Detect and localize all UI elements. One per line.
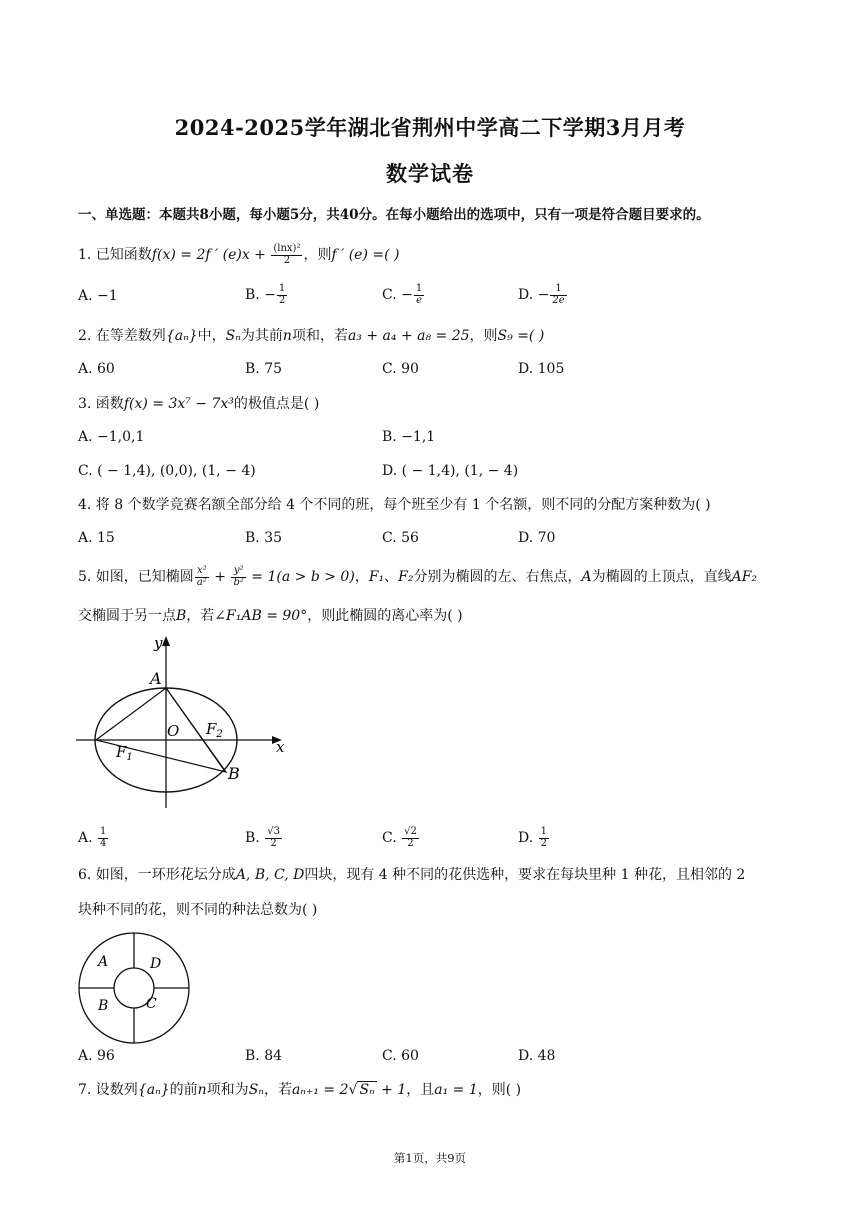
q2-option-a: A. 60 <box>78 361 115 377</box>
q1-option-c: C. − $\frac{1}{e}$ <box>382 283 423 306</box>
q3-option-b: B. −1,1 <box>382 429 436 445</box>
q5-option-d: D. $\frac{1}{2}$ <box>518 826 548 849</box>
fig-label-f2: $F_2$ <box>206 720 223 740</box>
q6-option-d: D. 48 <box>518 1048 556 1064</box>
q4-option-a: A. 15 <box>78 530 115 546</box>
question-4: 4. 将 8 个数学竞赛名额全部分给 4 个不同的班，每个班至少有 1 个名额，则不同的分配方案种数为( ) <box>78 497 711 513</box>
q3-option-a: A. −1,0,1 <box>78 429 145 445</box>
exam-subtitle: 数学试卷 <box>386 161 474 186</box>
page-footer: 第1页，共9页 <box>393 1151 467 1165</box>
ring-label-d: D <box>150 956 162 972</box>
q3-option-d: D. ( − 1,4), (1, − 4) <box>382 463 519 479</box>
question-5: 5. 如图，已知椭圆 $\frac{\text{x²}}{\text{a²}}$ + $\frac{\text{y²}}{\text{b²}}$ = 1(a > b > 0)，F₁、F₂分别为椭圆的左、右焦点，A为椭圆的上顶点，直线AF₂ <box>78 565 758 588</box>
fig-label-f1: $F_1$ <box>116 743 133 763</box>
ring-label-b: B <box>98 998 109 1014</box>
question-1-pre: 已知函数 <box>95 247 152 263</box>
fig-label-x: x <box>276 738 285 756</box>
q2-option-c: C. 90 <box>382 361 419 377</box>
question-6: 6. 如图，一环形花坛分成A, B, C, D四块，现有 4 种不同的花供选种，要求在每块里种 1 种花，且相邻的 2 <box>78 867 746 883</box>
question-7: 7. 设数列{aₙ}的前n项和为Sₙ，若aₙ₊₁ = 2√ Sₙ + 1，且a₁ = 1，则( ) <box>78 1082 522 1098</box>
question-1-fraction: $\frac{\text{(lnx)²}}{2}$ <box>273 243 301 266</box>
question-1-function: f(x) = 2f ′ (e)x + <box>151 247 271 263</box>
question-5-line-2: 交椭圆于另一点B，若∠F₁AB = 90°，则此椭圆的离心率为( ) <box>78 608 463 624</box>
exam-title: 2024-2025学年湖北省荆州中学高二下学期3月月考 <box>174 115 686 140</box>
fig-label-a: A <box>150 669 162 688</box>
fig-label-y: y <box>154 634 163 652</box>
q2-option-b: B. 75 <box>245 361 283 377</box>
ring-flowerbed-figure <box>76 930 192 1046</box>
q6-option-c: C. 60 <box>382 1048 419 1064</box>
question-3: 3. 函数f(x) = 3x⁷ − 7x³的极值点是( ) <box>78 396 320 412</box>
q5-option-a: A. $\frac{1}{4}$ <box>78 826 107 849</box>
q6-option-b: B. 84 <box>245 1048 283 1064</box>
q2-option-d: D. 105 <box>518 361 565 377</box>
q5-option-c: C. $\frac{√2}{2}$ <box>382 826 417 849</box>
q1-option-b: B. − $\frac{1}{2}$ <box>245 283 286 306</box>
q6-option-a: A. 96 <box>78 1048 115 1064</box>
q3-option-c: C. ( − 1,4), (0,0), (1, − 4) <box>78 463 256 479</box>
section-heading-single-choice: 一、单选题：本题共8小题，每小题5分，共40分。在每小题给出的选项中，只有一项是符合题目要求的。 <box>78 207 710 223</box>
question-1 <box>78 244 399 266</box>
q4-option-c: C. 56 <box>382 530 419 546</box>
q1-option-a: A. −1 <box>78 288 118 304</box>
q1-option-d: D. − $\frac{1}{2e}$ <box>518 283 565 306</box>
ellipse-figure <box>70 632 290 812</box>
fig-label-b: B <box>228 764 240 783</box>
ring-label-c: C <box>146 996 157 1012</box>
ring-label-a: A <box>98 954 109 970</box>
question-6-line-2: 块种不同的花，则不同的种法总数为( ) <box>78 902 318 918</box>
question-1-ask: f ′ (e) =( ) <box>331 247 400 263</box>
q5-option-b: B. $\frac{√3}{2}$ <box>245 826 280 849</box>
question-1-post: ，则 <box>303 247 332 263</box>
question-2: 2. 在等差数列{aₙ}中，Sₙ为其前n项和，若a₃ + a₄ + a₈ = 25，则S₉ =( ) <box>78 328 545 344</box>
fig-label-o: O <box>167 722 180 740</box>
q4-option-b: B. 35 <box>245 530 283 546</box>
question-1-number: 1. <box>78 247 92 263</box>
q4-option-d: D. 70 <box>518 530 556 546</box>
